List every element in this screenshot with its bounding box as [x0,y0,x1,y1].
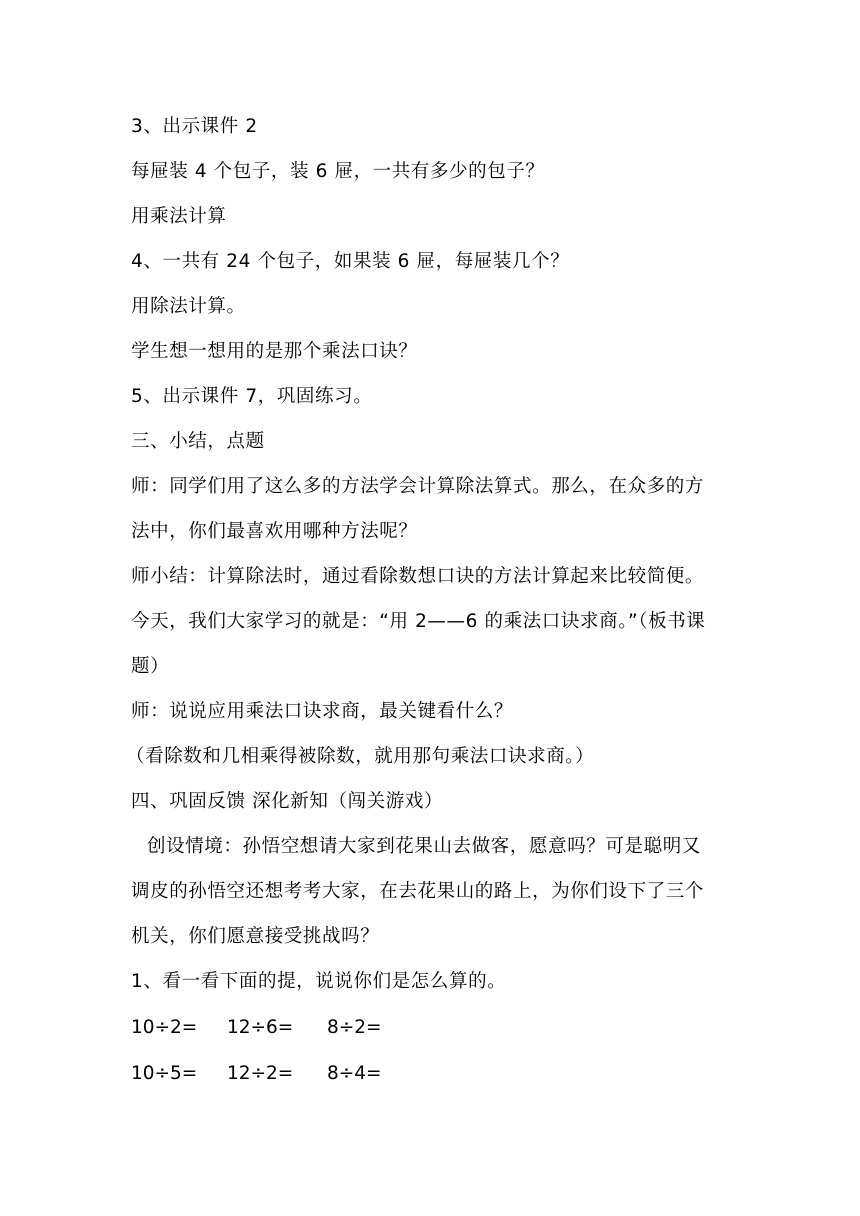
doc-line: 师：同学们用了这么多的方法学会计算除法算式。那么，在众多的方 [131,476,705,497]
doc-line: 用乘法计算 [131,206,227,227]
section-heading: 三、小结，点题 [131,431,265,452]
doc-line: 今天，我们大家学习的就是：“用 2——6 的乘法口诀求商。”（板书课 [131,611,706,632]
doc-line: 师：说说应用乘法口诀求商，最关键看什么？ [131,701,514,722]
doc-line: 1、看一看下面的提，说说你们是怎么算的。 [131,971,507,992]
equation: 12÷2= [227,1063,294,1084]
doc-line: 4、一共有 24 个包子，如果装 6 屉，每屉装几个？ [131,251,570,272]
equation: 10÷5= [131,1063,198,1084]
doc-line: 调皮的孙悟空还想考考大家，在去花果山的路上，为你们设下了三个 [131,881,705,902]
equation: 12÷6= [227,1017,294,1038]
doc-line: 题） [131,656,170,677]
equation: 10÷2= [131,1017,198,1038]
doc-line: 机关，你们愿意接受挑战吗？ [131,926,380,947]
doc-line: 5、出示课件 7，巩固练习。 [131,386,373,407]
doc-line: 创设情境：孙悟空想请大家到花果山去做客，愿意吗？可是聪明又 [147,836,701,857]
doc-line: （看除数和几相乘得被除数，就用那句乘法口诀求商。） [126,746,595,767]
doc-line: 3、出示课件 2 [131,116,258,137]
equation: 8÷4= [327,1063,382,1084]
equation-row [131,1016,531,1040]
doc-line: 每屉装 4 个包子，装 6 屉，一共有多少的包子？ [131,161,545,182]
doc-line: 用除法计算。 [131,296,246,317]
doc-line: 学生想一想用的是那个乘法口诀？ [131,341,418,362]
doc-line: 师小结：计算除法时，通过看除数想口诀的方法计算起来比较简便。 [131,566,705,587]
equation-row [131,1062,531,1086]
equation: 8÷2= [327,1017,382,1038]
section-heading: 四、巩固反馈 深化新知（闯关游戏） [131,791,444,812]
doc-line: 法中，你们最喜欢用哪种方法呢？ [131,521,418,542]
